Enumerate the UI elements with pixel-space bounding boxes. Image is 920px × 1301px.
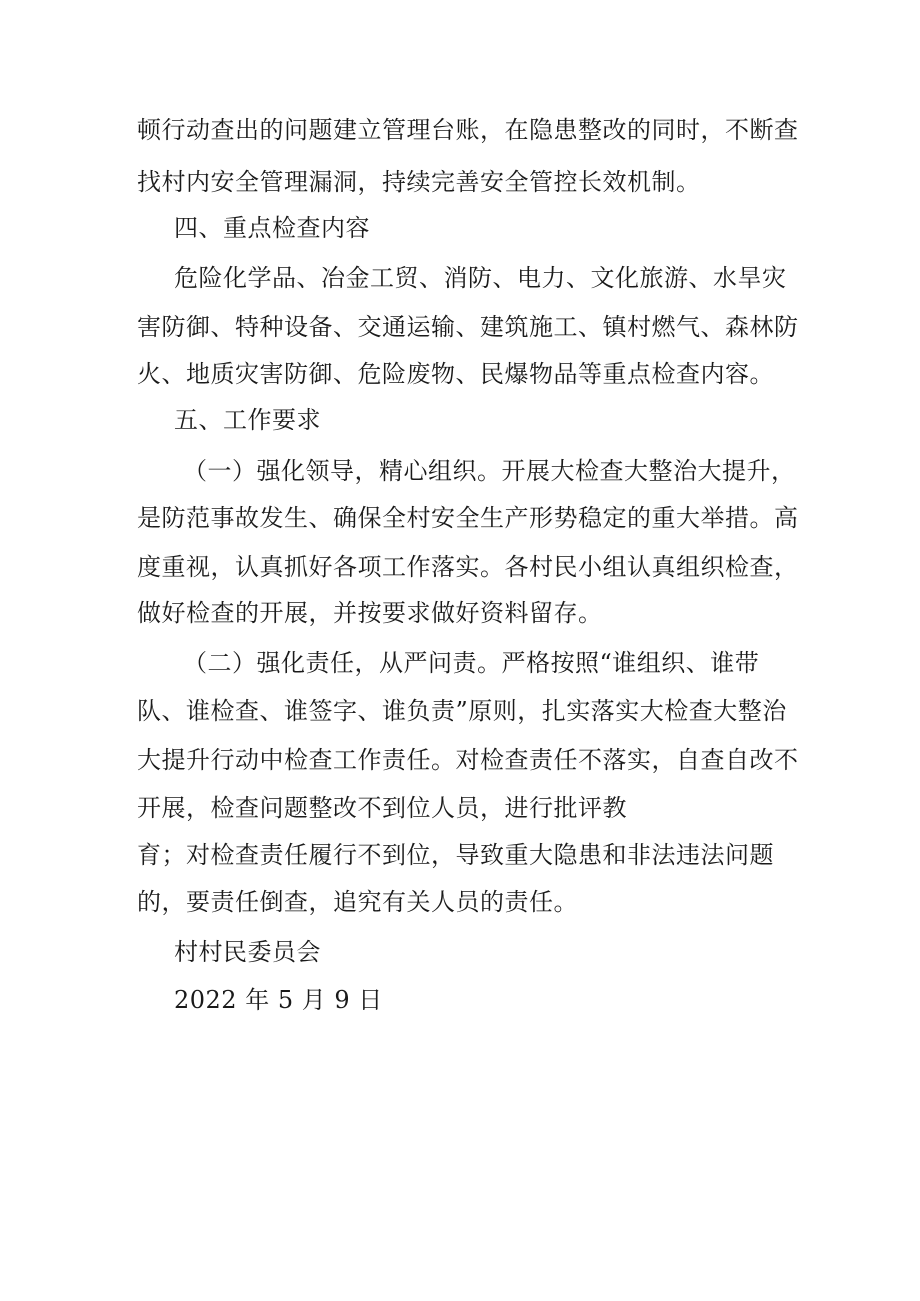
paragraph-line: 害防御、特种设备、交通运输、建筑施工、镇村燃气、森林防	[137, 313, 799, 341]
paragraph-line: 找村内安全管理漏洞，持续完善安全管控长效机制。	[137, 168, 701, 196]
paragraph-line: （二）强化责任，从严问责。严格按照“谁组织、谁带	[183, 649, 760, 677]
paragraph-line: 队、谁检查、谁签字、谁负责”原则，扎实落实大检查大整治	[137, 697, 787, 725]
paragraph-line: 是防范事故发生、确保全村安全生产形势稳定的重大举措。高	[137, 504, 799, 532]
paragraph-line: 育；对检查责任履行不到位，导致重大隐患和非法违法问题	[137, 841, 774, 869]
paragraph-line: 危险化学品、冶金工贸、消防、电力、文化旅游、水旱灾	[174, 264, 787, 292]
section-heading-5: 五、工作要求	[174, 406, 321, 434]
paragraph-line: 火、地质灾害防御、危险废物、民爆物品等重点检查内容。	[137, 360, 774, 388]
paragraph-line: 大提升行动中检查工作责任。对检查责任不落实，自查自改不	[137, 746, 799, 774]
signature-org: 村村民委员会	[174, 938, 321, 966]
paragraph-line: （一）强化领导，精心组织。开展大检查大整治大提升，	[183, 457, 796, 485]
paragraph-line: 做好检查的开展，并按要求做好资料留存。	[137, 599, 603, 627]
paragraph-line: 的，要责任倒查，追究有关人员的责任。	[137, 888, 578, 916]
paragraph-line: 顿行动查出的问题建立管理台账，在隐患整改的同时，不断查	[137, 116, 799, 144]
signature-date: 2022 年 5 月 9 日	[174, 986, 383, 1014]
section-heading-4: 四、重点检查内容	[174, 214, 370, 242]
paragraph-line: 开展，检查问题整改不到位人员，进行批评教	[137, 794, 627, 822]
paragraph-line: 度重视，认真抓好各项工作落实。各村民小组认真组织检查，	[137, 553, 799, 581]
